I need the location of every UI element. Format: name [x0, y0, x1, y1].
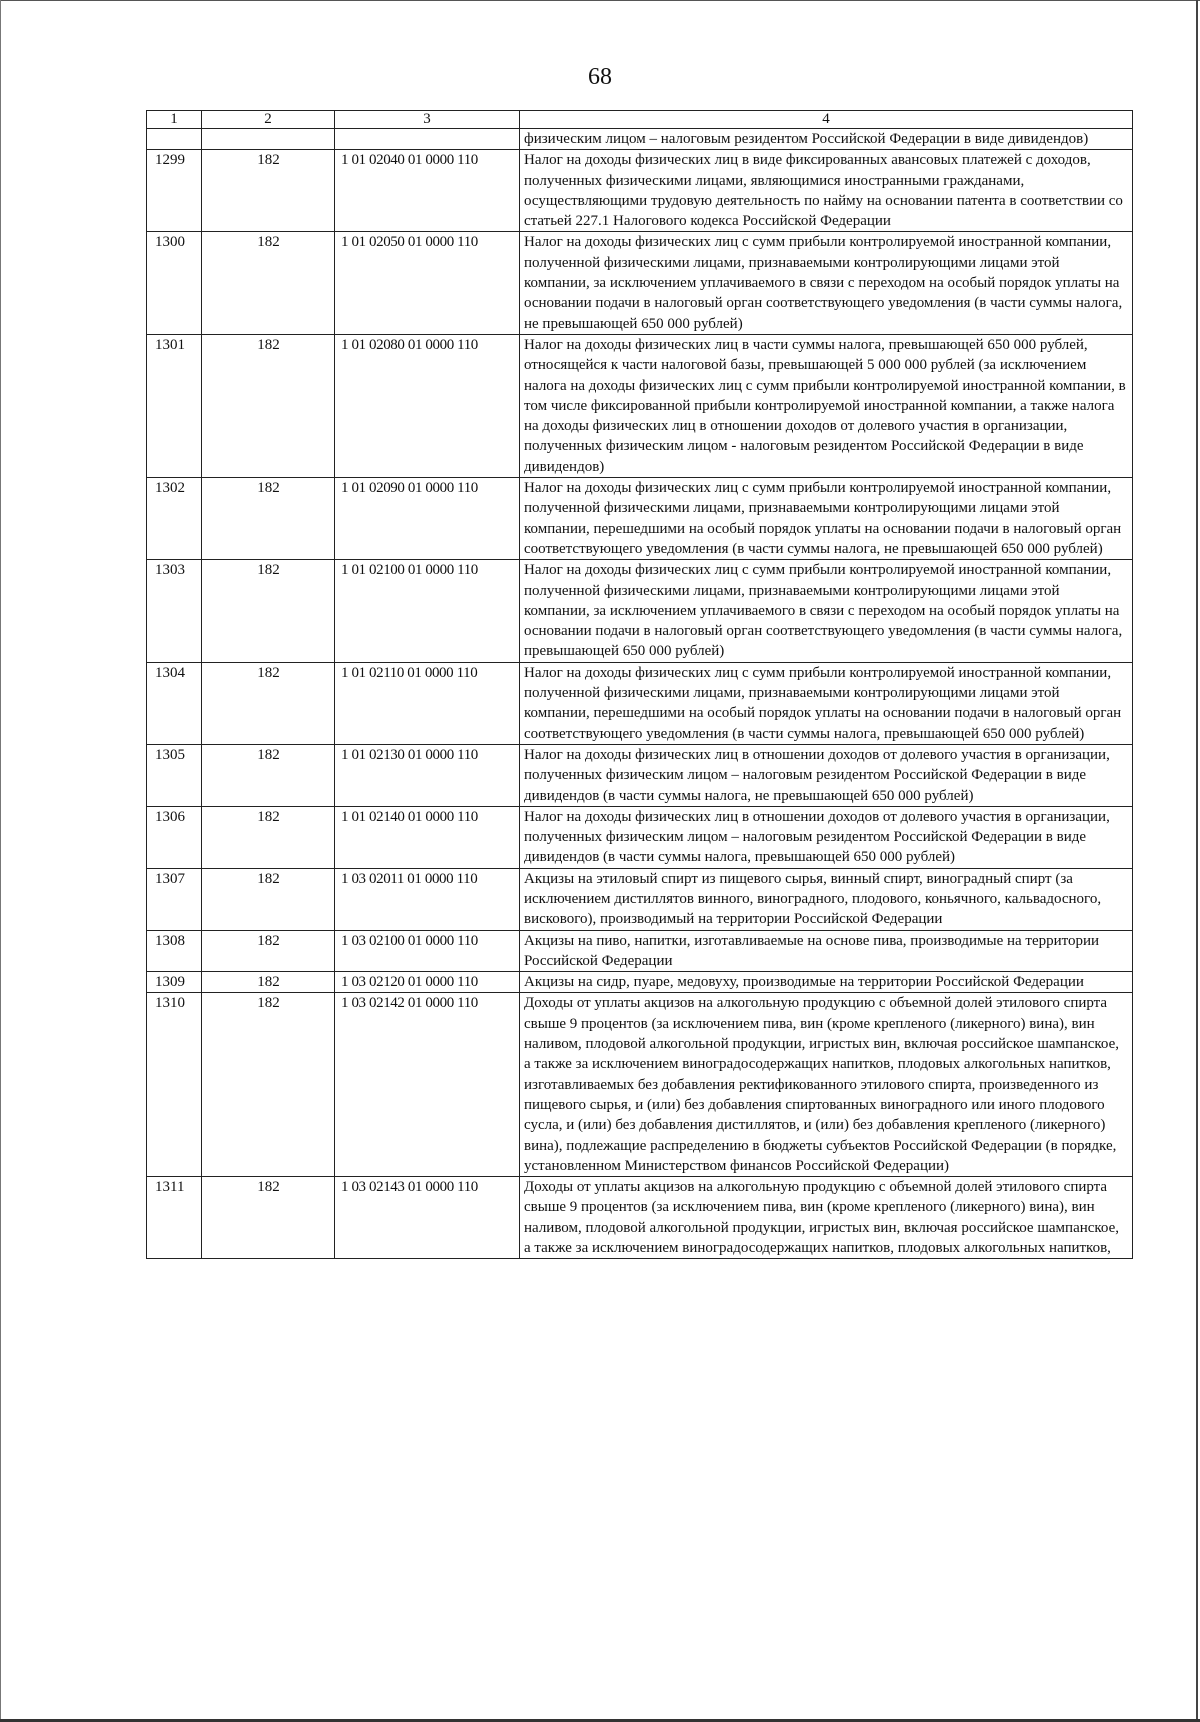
description-cell: Налог на доходы физических лиц в части суммы налога, превышающей 650 000 рублей, относящейся к части налоговой базы, превышающей 5 000 000 рублей (за исключением налога на доходы физических лиц с сумм прибыли контролируемой иностранной компании, в том числе фиксированной прибыли контролируемой иностранной компании, а также налога на доходы физических лиц в отношении доходов от долевого участия в организации, полученных физическим лицом - налоговым резидентом Российской Федерации в виде дивидендов): [520, 334, 1133, 477]
table-body: [147, 129, 1133, 1259]
description-cell: Налог на доходы физических лиц в отношении доходов от долевого участия в организации, полученных физическим лицом – налоговым резидентом Российской Федерации в виде дивидендов (в части суммы налога, не превышающей 650 000 рублей): [520, 744, 1133, 806]
admin-code-cell: 182: [202, 334, 335, 477]
admin-code-cell: 182: [202, 930, 335, 972]
description-cell: Доходы от уплаты акцизов на алкогольную продукцию с объемной долей этилового спирта свыше 9 процентов (за исключением пива, вин (кроме крепленого (ликерного) вина), вин наливом, плодовой алкогольной продукции, игристых вин, включая российское шампанское, а также за исключением виноградосодержащих напитков, плодовых алкогольных напитков,: [520, 1177, 1133, 1259]
table-row: [147, 806, 1133, 868]
table-row: [147, 150, 1133, 232]
admin-code-cell: 182: [202, 478, 335, 560]
description-cell: Акцизы на этиловый спирт из пищевого сырья, винный спирт, виноградный спирт (за исключением дистиллятов винного, виноградного, плодового, коньячного, кальвадосного, вискового), производимый на территории Российской Федерации: [520, 868, 1133, 930]
row-number-cell: 1302: [147, 478, 202, 560]
table-row: [147, 744, 1133, 806]
budget-code-cell: 1 03 02120 01 0000 110: [335, 972, 520, 993]
header-row: [147, 111, 1133, 129]
row-number-cell: 1303: [147, 560, 202, 662]
admin-code-cell: 182: [202, 744, 335, 806]
budget-code-cell: 1 01 02040 01 0000 110: [335, 150, 520, 232]
table-row: [147, 972, 1133, 993]
admin-code-cell: 182: [202, 993, 335, 1177]
budget-code-cell: 1 01 02110 01 0000 110: [335, 662, 520, 744]
description-cell: Акцизы на сидр, пуаре, медовуху, производимые на территории Российской Федерации: [520, 972, 1133, 993]
table-row: [147, 1177, 1133, 1259]
scan-edge-left: [0, 0, 1, 1722]
description-cell: Налог на доходы физических лиц с сумм прибыли контролируемой иностранной компании, полученной физическими лицами, признаваемыми контролирующими лицами этой компании, перешедшими на особый порядок уплаты на основании подачи в налоговый орган соответствующего уведомления (в части суммы налога, не превышающей 650 000 рублей): [520, 478, 1133, 560]
row-number-cell: 1309: [147, 972, 202, 993]
budget-code-cell: 1 03 02100 01 0000 110: [335, 930, 520, 972]
table-row: [147, 129, 1133, 150]
budget-code-cell: 1 01 02100 01 0000 110: [335, 560, 520, 662]
scan-edge-top: [0, 0, 1200, 1]
table-row: [147, 232, 1133, 334]
table-row: [147, 868, 1133, 930]
admin-code-cell: 182: [202, 972, 335, 993]
budget-code-cell: 1 03 02142 01 0000 110: [335, 993, 520, 1177]
row-number-cell: 1299: [147, 150, 202, 232]
row-number-cell: 1308: [147, 930, 202, 972]
budget-code-cell: 1 01 02140 01 0000 110: [335, 806, 520, 868]
row-number-cell: 1304: [147, 662, 202, 744]
row-number-cell: 1307: [147, 868, 202, 930]
table-header: [147, 111, 1133, 129]
admin-code-cell: 182: [202, 560, 335, 662]
scan-edge-right: [1196, 0, 1198, 1722]
description-cell: Налог на доходы физических лиц с сумм прибыли контролируемой иностранной компании, полученной физическими лицами, признаваемыми контролирующими лицами этой компании, за исключением уплачиваемого в связи с переходом на особый порядок уплаты на основании подачи в налоговый орган соответствующего уведомления (в части суммы налога, не превышающей 650 000 рублей): [520, 232, 1133, 334]
revenue-codes-table: [146, 110, 1133, 1259]
header-col-3: 3: [335, 111, 520, 129]
budget-code-cell: 1 01 02080 01 0000 110: [335, 334, 520, 477]
description-cell: Налог на доходы физических лиц в отношении доходов от долевого участия в организации, полученных физическим лицом – налоговым резидентом Российской Федерации в виде дивидендов (в части суммы налога, превышающей 650 000 рублей): [520, 806, 1133, 868]
row-number-cell: 1311: [147, 1177, 202, 1259]
budget-code-cell: 1 03 02143 01 0000 110: [335, 1177, 520, 1259]
admin-code-cell: 182: [202, 150, 335, 232]
table-row: [147, 930, 1133, 972]
budget-code-cell: 1 01 02090 01 0000 110: [335, 478, 520, 560]
table-row: [147, 993, 1133, 1177]
row-number-cell: 1300: [147, 232, 202, 334]
table-row: [147, 560, 1133, 662]
description-cell: Налог на доходы физических лиц с сумм прибыли контролируемой иностранной компании, полученной физическими лицами, признаваемыми контролирующими лицами этой компании, перешедшими на особый порядок уплаты на основании подачи в налоговый орган соответствующего уведомления (в части суммы налога, превышающей 650 000 рублей): [520, 662, 1133, 744]
description-cell: Доходы от уплаты акцизов на алкогольную продукцию с объемной долей этилового спирта свыше 9 процентов (за исключением пива, вин (кроме крепленого (ликерного) вина), вин наливом, плодовой алкогольной продукции, игристых вин, включая российское шампанское, а также за исключением виноградосодержащих напитков, плодовых алкогольных напитков, изготавливаемых без добавления ректификованного этилового спирта, произведенного из пищевого сырья, и (или) без добавления спиртованных виноградного или иного плодового сусла, и (или) без добавления дистиллятов, и (или) без добавления крепленого (ликерного) вина), подлежащие распределению в бюджеты субъектов Российской Федерации (в порядке, установленном Министерством финансов Российской Федерации): [520, 993, 1133, 1177]
row-number-cell: 1305: [147, 744, 202, 806]
table-row: [147, 662, 1133, 744]
description-cell: физическим лицом – налоговым резидентом Российской Федерации в виде дивидендов): [520, 129, 1133, 150]
admin-code-cell: [202, 129, 335, 150]
page-number: 68: [588, 64, 612, 90]
table-row: [147, 334, 1133, 477]
row-number-cell: [147, 129, 202, 150]
row-number-cell: 1306: [147, 806, 202, 868]
budget-code-cell: 1 01 02130 01 0000 110: [335, 744, 520, 806]
description-cell: Налог на доходы физических лиц с сумм прибыли контролируемой иностранной компании, полученной физическими лицами, признаваемыми контролирующими лицами этой компании, за исключением уплачиваемого в связи с переходом на особый порядок уплаты на основании подачи в налоговый орган соответствующего уведомления (в части суммы налога, превышающей 650 000 рублей): [520, 560, 1133, 662]
description-cell: Налог на доходы физических лиц в виде фиксированных авансовых платежей с доходов, полученных физическими лицами, являющимися иностранными гражданами, осуществляющими трудовую деятельность по найму на основании патента в соответствии со статьей 227.1 Налогового кодекса Российской Федерации: [520, 150, 1133, 232]
admin-code-cell: 182: [202, 232, 335, 334]
admin-code-cell: 182: [202, 806, 335, 868]
row-number-cell: 1310: [147, 993, 202, 1177]
budget-code-cell: 1 01 02050 01 0000 110: [335, 232, 520, 334]
header-col-2: 2: [202, 111, 335, 129]
admin-code-cell: 182: [202, 1177, 335, 1259]
admin-code-cell: 182: [202, 662, 335, 744]
header-col-4: 4: [520, 111, 1133, 129]
description-cell: Акцизы на пиво, напитки, изготавливаемые на основе пива, производимые на территории Российской Федерации: [520, 930, 1133, 972]
table-row: [147, 478, 1133, 560]
admin-code-cell: 182: [202, 868, 335, 930]
header-col-1: 1: [147, 111, 202, 129]
budget-code-cell: 1 03 02011 01 0000 110: [335, 868, 520, 930]
budget-code-cell: [335, 129, 520, 150]
row-number-cell: 1301: [147, 334, 202, 477]
